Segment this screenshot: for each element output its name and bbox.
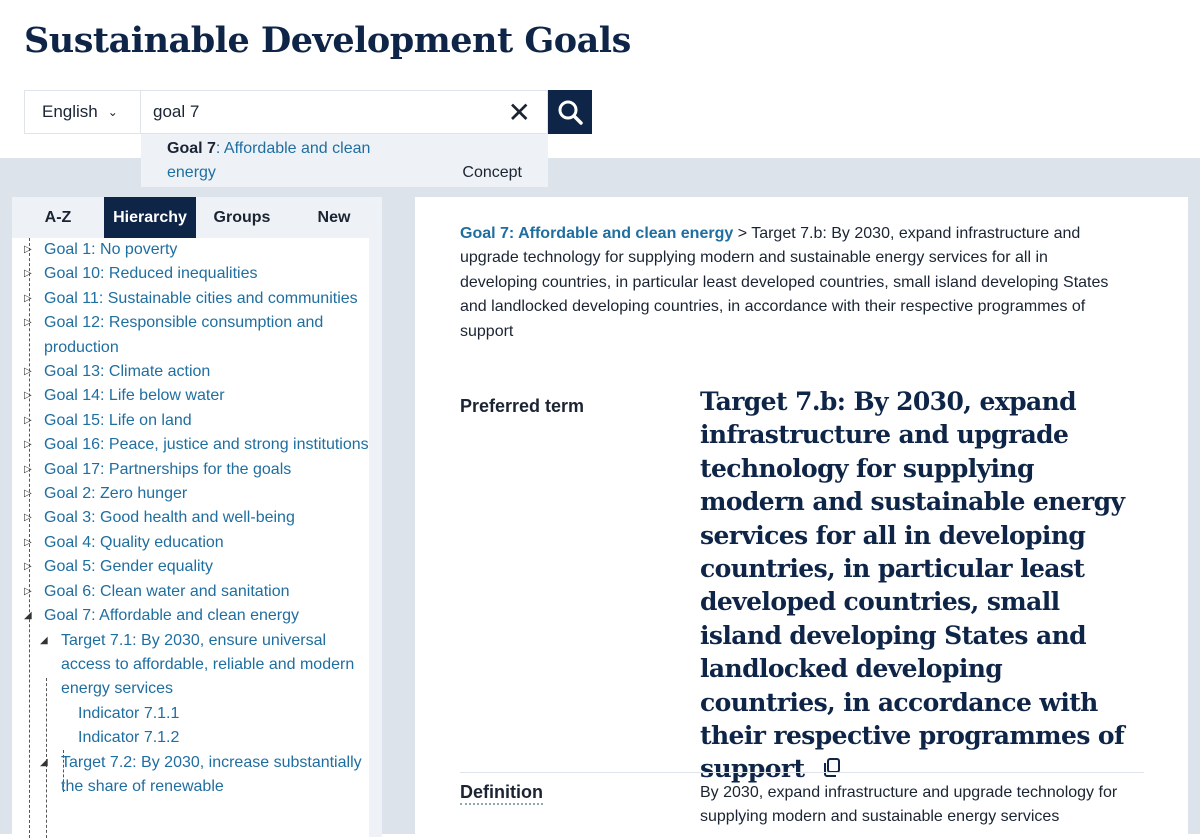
- collapsed-icon[interactable]: ▷: [24, 439, 32, 451]
- sidebar-scrollbar[interactable]: [369, 238, 382, 837]
- tree-item-goal[interactable]: [12, 482, 369, 506]
- tree-item-label: Goal 17: Partnerships for the goals: [44, 460, 292, 478]
- concept-panel: [415, 197, 1188, 837]
- breadcrumb: [460, 222, 1110, 344]
- tree-item-target-7-2[interactable]: [12, 751, 369, 800]
- preferred-term-label: Preferred term: [460, 396, 585, 416]
- tree-item-label: Goal 3: Good health and well-being: [44, 509, 295, 527]
- chevron-down-icon: ⌄: [107, 105, 118, 119]
- search-input[interactable]: [141, 90, 548, 134]
- tree-item-indicator[interactable]: [12, 726, 369, 750]
- collapsed-icon[interactable]: ▷: [24, 463, 32, 475]
- tree-item-target-7-1[interactable]: [12, 629, 369, 702]
- collapsed-icon[interactable]: ▷: [24, 585, 32, 597]
- tree-item-goal[interactable]: [12, 580, 369, 604]
- definition-label[interactable]: Definition: [460, 782, 543, 805]
- tree-item-label: Goal 15: Life on land: [44, 411, 192, 429]
- suggestion-match: Goal 7: [167, 140, 216, 157]
- collapsed-icon[interactable]: ▷: [24, 561, 32, 573]
- collapsed-icon[interactable]: ▷: [24, 536, 32, 548]
- tree-item-label: Indicator 7.1.2: [78, 729, 180, 747]
- search-button[interactable]: [548, 90, 592, 134]
- expanded-icon[interactable]: ◢: [24, 610, 32, 622]
- tree-item-label: Goal 16: Peace, justice and strong institutions: [44, 436, 369, 454]
- search-icon: [557, 99, 583, 125]
- preferred-term-text: Target 7.b: By 2030, expand infrastructure and upgrade technology for supplying modern and sustainable energy services for all in developing countries, in particular least developed countries, small island developing States and landlocked developing countries, in accordance with their respective programmes of support: [700, 387, 1125, 784]
- tree-item-goal[interactable]: [12, 458, 369, 482]
- collapsed-icon[interactable]: ▷: [24, 292, 32, 304]
- breadcrumb-current: Target 7.b: By 2030, expand infrastructure and upgrade technology for supplying modern and sustainable energy services for all in developing countries, in particular least developed countries, small island developing States and landlocked developing countries, in accordance with their respective programmes of support: [460, 225, 1109, 340]
- search-bar: [24, 90, 592, 134]
- preferred-term: [700, 385, 1140, 786]
- sidebar: [12, 197, 382, 837]
- collapsed-icon[interactable]: ▷: [24, 268, 32, 280]
- sidebar-tabs: [12, 197, 382, 238]
- search-query: goal 7: [153, 102, 200, 121]
- tree-item-label: Goal 14: Life below water: [44, 387, 225, 405]
- collapsed-icon[interactable]: ▷: [24, 488, 32, 500]
- tree-item-label: Goal 1: No poverty: [44, 241, 178, 258]
- tree-item-label: Indicator 7.1.1: [78, 704, 180, 722]
- hierarchy-tree: [12, 238, 369, 799]
- tree-item-goal[interactable]: [12, 238, 369, 262]
- tab-new[interactable]: New: [317, 208, 351, 226]
- tree-item-goal[interactable]: [12, 262, 369, 286]
- tree-item-indicator[interactable]: [12, 702, 369, 726]
- expanded-icon[interactable]: ◢: [40, 634, 48, 646]
- tree-item-label: Goal 12: Responsible consumption and production: [44, 314, 324, 356]
- language-label: English: [42, 102, 98, 121]
- tree-item-goal[interactable]: [12, 506, 369, 530]
- copy-icon[interactable]: [821, 757, 843, 779]
- language-select[interactable]: [24, 90, 141, 134]
- collapsed-icon[interactable]: ▷: [24, 244, 32, 255]
- tree-item-goal[interactable]: [12, 433, 369, 457]
- tree-item-label: Goal 5: Gender equality: [44, 558, 213, 576]
- tree-item-goal[interactable]: [12, 311, 369, 360]
- suggestion-text: : Affordable and clean energy: [167, 140, 371, 181]
- breadcrumb-separator: >: [733, 225, 752, 242]
- tree-item-label: Goal 7: Affordable and clean energy: [44, 607, 299, 625]
- tree-item-label: Goal 4: Quality education: [44, 533, 224, 551]
- clear-icon[interactable]: ✕: [507, 96, 531, 128]
- tree-item-goal[interactable]: [12, 531, 369, 555]
- breadcrumb-parent-link[interactable]: Goal 7: Affordable and clean energy: [460, 225, 734, 242]
- tree-item-goal[interactable]: [12, 360, 369, 384]
- page-title: Sustainable Development Goals: [24, 20, 631, 61]
- definition-text: By 2030, expand infrastructure and upgrade technology for supplying modern and sustainable energy services: [700, 784, 1118, 826]
- tree-item-label: Goal 11: Sustainable cities and communities: [44, 289, 358, 307]
- tree-item-label: Goal 10: Reduced inequalities: [44, 265, 258, 283]
- collapsed-icon[interactable]: ▷: [24, 317, 32, 329]
- tab-hierarchy[interactable]: Hierarchy: [104, 197, 196, 238]
- tree-item-goal[interactable]: [12, 287, 369, 311]
- tree-item-goal[interactable]: [12, 555, 369, 579]
- collapsed-icon[interactable]: ▷: [24, 512, 32, 524]
- tree-item-goal-7[interactable]: [12, 604, 369, 628]
- collapsed-icon[interactable]: ▷: [24, 366, 32, 378]
- tab-groups[interactable]: Groups: [213, 208, 271, 226]
- tab-a-z[interactable]: A-Z: [44, 208, 72, 226]
- search-suggestion[interactable]: [141, 134, 548, 187]
- tree-item-label: Target 7.2: By 2030, increase substantially the share of renewable: [61, 753, 362, 795]
- collapsed-icon[interactable]: ▷: [24, 414, 32, 426]
- tree-item-label: Goal 6: Clean water and sanitation: [44, 582, 290, 600]
- divider: [460, 772, 1144, 773]
- expanded-icon[interactable]: ◢: [40, 756, 48, 768]
- tree-item-goal[interactable]: [12, 409, 369, 433]
- collapsed-icon[interactable]: ▷: [24, 390, 32, 402]
- tree-item-goal[interactable]: [12, 384, 369, 408]
- tree-item-label: Target 7.1: By 2030, ensure universal access to affordable, reliable and modern energy services: [61, 631, 355, 698]
- tree-item-label: Goal 2: Zero hunger: [44, 485, 188, 503]
- tree-item-label: Goal 13: Climate action: [44, 363, 211, 381]
- suggestion-type: Concept: [462, 164, 522, 181]
